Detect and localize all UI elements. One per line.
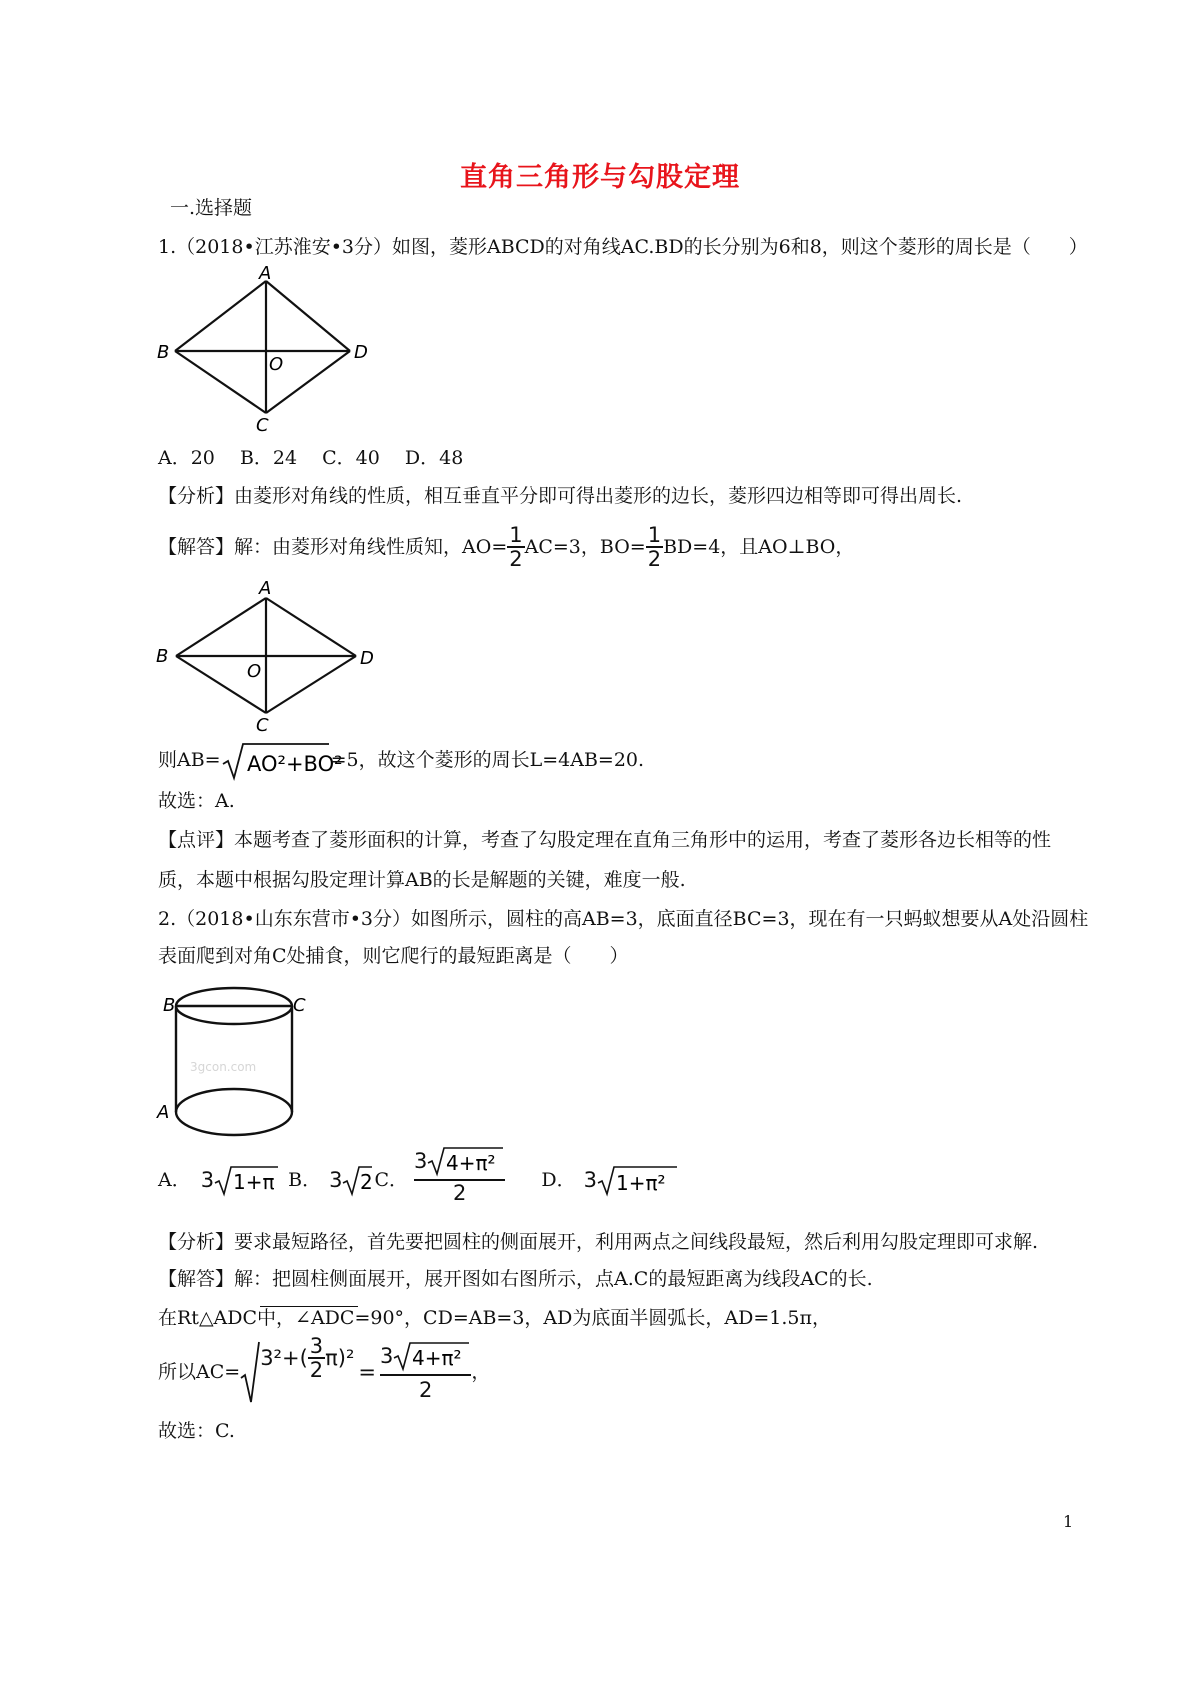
- option-c-coef: 3: [414, 1149, 428, 1173]
- option-b-expr: [329, 1163, 372, 1197]
- q2-choice: 故选：C.: [158, 1420, 235, 1442]
- solution-text-pre: 解：由菱形对角线性质知，AO=: [234, 536, 508, 558]
- frac-den: 2: [309, 1357, 324, 1382]
- frac-num: 1: [647, 523, 662, 547]
- page-title: 直角三角形与勾股定理: [460, 162, 740, 193]
- ac-result-den: 2: [419, 1378, 433, 1402]
- ac-equals: =: [358, 1360, 377, 1384]
- q2-options: [158, 1149, 679, 1205]
- comment-text: 本题考查了菱形面积的计算，考查了勾股定理在直角三角形中的运用，考查了菱形各边长相等的性: [234, 829, 1052, 851]
- q2-solution: [158, 1265, 873, 1293]
- section-heading: 一.选择题: [170, 197, 253, 219]
- center-o-label: O: [247, 661, 262, 682]
- option-d-coef: 3: [583, 1168, 597, 1192]
- q2-cylinder-figure: [152, 985, 322, 1145]
- vertex-a-label: A: [259, 578, 272, 599]
- center-o-label: O: [269, 354, 284, 375]
- option-d-label: D．: [541, 1169, 576, 1191]
- option-c-radicand: 4+π²: [446, 1151, 496, 1175]
- solution-text-mid2: BD=4，且AO⊥BO，: [663, 536, 855, 558]
- ac-result-coef: 3: [380, 1344, 394, 1368]
- ac-result-fraction: [380, 1340, 471, 1404]
- radicand-text: AO²+BO²: [246, 752, 343, 776]
- q1-comment-line1: [158, 826, 1051, 854]
- q1-rhombus-figure: [152, 265, 382, 435]
- analysis-tag: 【分析】: [158, 485, 235, 507]
- cylinder-b-label: B: [163, 995, 176, 1016]
- analysis-text: 由菱形对角线的性质，相互垂直平分即可得出菱形的边长，菱形四边相等即可得出周长.: [234, 485, 963, 507]
- solution-text: 解：把圆柱侧面展开，展开图如右图所示，点A.C的最短距离为线段AC的长.: [234, 1268, 873, 1290]
- watermark-text: 3gcon.com: [190, 1060, 257, 1074]
- q1-analysis: [158, 482, 962, 510]
- q2-ac-line: [158, 1333, 491, 1404]
- vertex-d-label: D: [354, 342, 368, 363]
- q1-choice: 故选：A.: [158, 790, 235, 812]
- ac-tail: ，: [471, 1361, 491, 1383]
- option-a-label: A．: [158, 1169, 191, 1191]
- q1-solution: [158, 524, 854, 570]
- option-a-coef: 3: [200, 1168, 215, 1192]
- ac-result-numerator: [380, 1340, 471, 1376]
- frac-num: 3: [309, 1333, 324, 1358]
- frac-den: 2: [647, 547, 662, 571]
- ab-text-post: =5，故这个菱形的周长L=4AB=20.: [330, 749, 645, 771]
- sqrt-ab: [221, 740, 343, 780]
- option-a-expr: [201, 1163, 280, 1197]
- vertex-b-label: B: [156, 646, 169, 667]
- option-c-label: C．: [374, 1169, 408, 1191]
- vertex-c-label: C: [256, 415, 269, 436]
- q2-rt-line: 在Rt△ADC中，∠ADC=90°，CD=AB=3，AD为底面半圆弧长，AD=1.5π，: [158, 1307, 831, 1329]
- ac-rad-part1: 3²+(: [260, 1345, 308, 1370]
- fraction-half-1: [507, 524, 524, 570]
- vertex-b-label: B: [157, 342, 170, 363]
- q1-stem: 1.（2018•江苏淮安•3分）如图，菱形ABCD的对角线AC.BD的长分别为6和8，则这个菱形的周长是（ ）: [158, 236, 1088, 258]
- solution-text-mid1: AC=3，BO=: [524, 536, 646, 558]
- frac-den: 2: [509, 547, 523, 571]
- option-a-radicand: 1+π: [233, 1170, 275, 1194]
- q1-ab-line: [158, 740, 644, 780]
- comment-tag: 【点评】: [158, 829, 235, 851]
- frac-num: 1: [509, 523, 523, 547]
- option-b-radicand: 2: [360, 1170, 374, 1194]
- vertex-a-label: A: [259, 263, 272, 284]
- option-b-label: B．: [288, 1169, 322, 1191]
- analysis-text: 要求最短路径，首先要把圆柱的侧面展开，利用两点之间线段最短，然后利用勾股定理即可求解.: [234, 1231, 1039, 1253]
- q2-analysis: [158, 1228, 1038, 1256]
- q2-stem-line2: 表面爬到对角C处捕食，则它爬行的最短距离是（ ）: [158, 945, 629, 967]
- q1-comment-line2: 质，本题中根据勾股定理计算AB的长是解题的关键，难度一般.: [158, 869, 686, 891]
- page-number: 1: [1063, 1512, 1074, 1531]
- option-d-radicand: 1+π²: [615, 1171, 666, 1195]
- option-c-den: 2: [453, 1181, 467, 1205]
- ac-radicand: [260, 1306, 358, 1381]
- ac-rad-part2: π)²: [325, 1345, 355, 1370]
- option-b-coef: 3: [329, 1168, 343, 1192]
- cylinder-a-label: A: [157, 1102, 170, 1123]
- ac-text-pre: 所以AC=: [158, 1361, 241, 1383]
- solution-tag: 【解答】: [158, 1268, 235, 1290]
- q1-options: A．20 B．24 C．40 D．48: [158, 447, 464, 469]
- solution-tag: 【解答】: [158, 536, 235, 558]
- option-c-numerator: [414, 1145, 505, 1181]
- vertex-d-label: D: [360, 648, 374, 669]
- analysis-tag: 【分析】: [158, 1231, 235, 1253]
- q1-rhombus-figure-2: [152, 576, 382, 736]
- q2-stem-line1: 2.（2018•山东东营市•3分）如图所示，圆柱的高AB=3，底面直径BC=3，现在有一只蚂蚁想要从A处沿圆柱: [158, 908, 1089, 930]
- ac-result-radicand: 4+π²: [412, 1346, 462, 1370]
- cylinder-c-label: C: [293, 995, 306, 1016]
- fraction-half-2: [646, 524, 663, 570]
- vertex-c-label: C: [256, 715, 269, 736]
- option-d-expr: [584, 1163, 679, 1197]
- ac-sqrt-expr: [240, 1333, 358, 1404]
- ab-text-pre: 则AB=: [158, 749, 221, 771]
- option-c-expr: [414, 1145, 505, 1205]
- ac-frac: [308, 1335, 325, 1381]
